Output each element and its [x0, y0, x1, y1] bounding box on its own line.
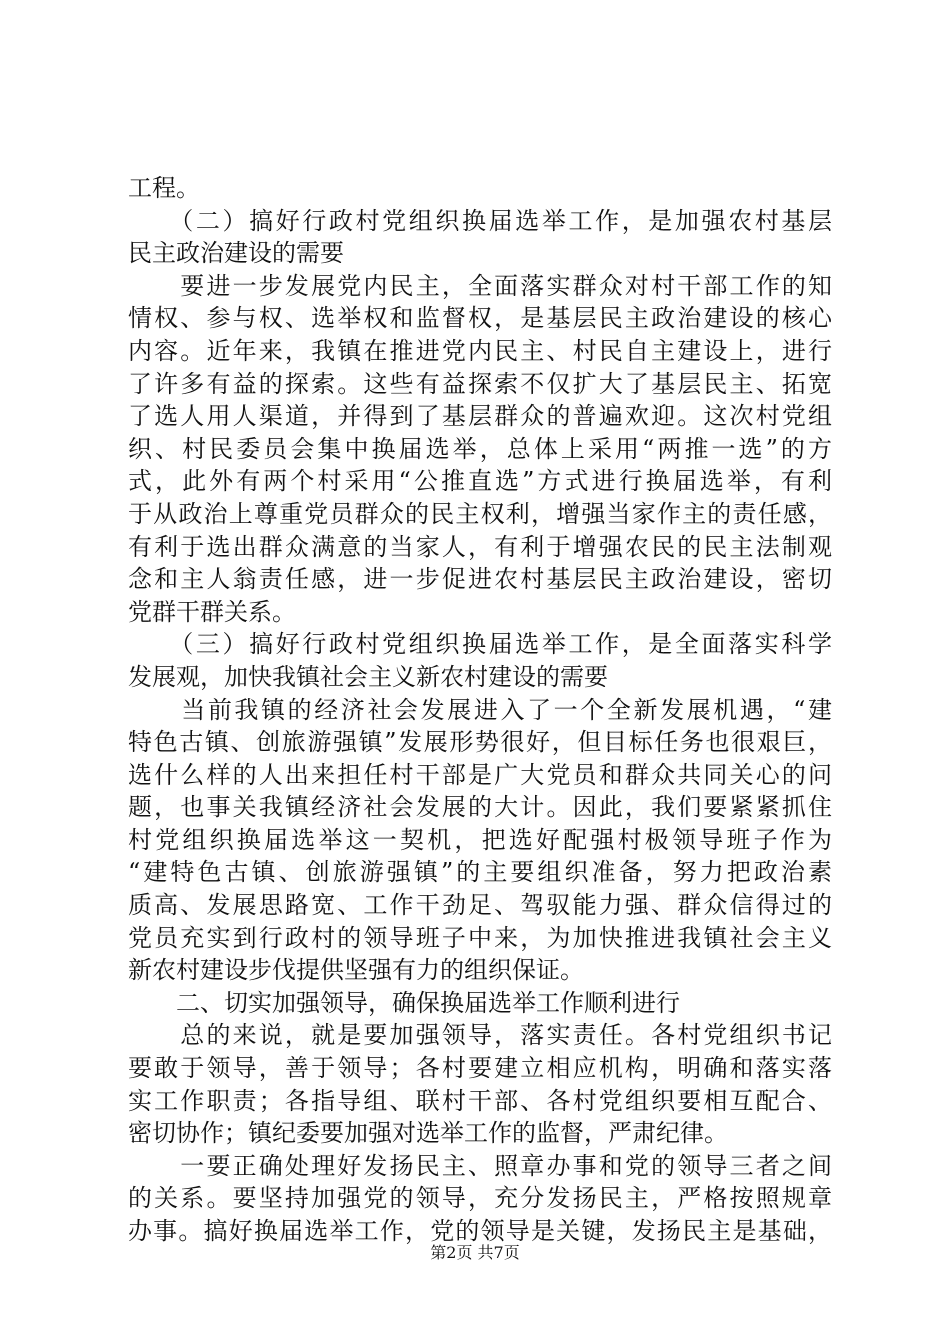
- text-line: 质高、发展思路宽、工作干劲足、驾驭能力强、群众信得过的: [128, 891, 832, 920]
- text-line: 念和主人翁责任感，进一步促进农村基层民主政治建设，密切: [128, 565, 832, 594]
- text-line: 民主政治建设的需要: [128, 239, 344, 268]
- text-line: 选什么样的人出来担任村干部是广大党员和群众共同关心的问: [128, 760, 832, 789]
- text-line: 村党组织换届选举这一契机，把选好配强村极领导班子作为: [128, 825, 832, 854]
- text-line: 了许多有益的探索。这些有益探索不仅扩大了基层民主、拓宽: [128, 369, 832, 398]
- text-line: 党群干群关系。: [128, 597, 296, 626]
- text-line: “建特色古镇、创旅游强镇”的主要组织准备，努力把政治素: [128, 858, 832, 887]
- text-line: 发展观，加快我镇社会主义新农村建设的需要: [128, 662, 608, 691]
- text-line: 内容。近年来，我镇在推进党内民主、村民自主建设上，进行: [128, 336, 832, 365]
- text-line: 织、村民委员会集中换届选举，总体上采用“两推一选”的方: [128, 434, 832, 463]
- text-line: 情权、参与权、选举权和监督权，是基层民主政治建设的核心: [128, 304, 832, 333]
- text-line: 于从政治上尊重党员群众的民主权利，增强当家作主的责任感，: [128, 499, 832, 528]
- text-line: 要敢于领导，善于领导；各村要建立相应机构，明确和落实落: [128, 1054, 832, 1083]
- text-line: 密切协作；镇纪委要加强对选举工作的监督，严肃纪律。: [128, 1119, 728, 1148]
- text-line: 当前我镇的经济社会发展进入了一个全新发展机遇，“建: [128, 695, 832, 724]
- text-line: 有利于选出群众满意的当家人，有利于增强农民的民主法制观: [128, 532, 832, 561]
- text-line: （二）搞好行政村党组织换届选举工作，是加强农村基层: [128, 206, 832, 235]
- text-line: 总的来说，就是要加强领导，落实责任。各村党组织书记: [128, 1021, 832, 1050]
- text-line: 了选人用人渠道，并得到了基层群众的普遍欢迎。这次村党组: [128, 402, 832, 431]
- document-body: [128, 172, 832, 1248]
- text-line: 一要正确处理好发扬民主、照章办事和党的领导三者之间: [128, 1151, 832, 1180]
- text-line: 特色古镇、创旅游强镇”发展形势很好，但目标任务也很艰巨，: [128, 728, 832, 757]
- text-line: 题，也事关我镇经济社会发展的大计。因此，我们要紧紧抓住: [128, 793, 832, 822]
- text-line: 的关系。要坚持加强党的领导，充分发扬民主，严格按照规章: [128, 1184, 832, 1213]
- text-line: 二、切实加强领导，确保换届选举工作顺利进行: [128, 988, 680, 1017]
- text-line: 办事。搞好换届选举工作，党的领导是关键，发扬民主是基础，: [128, 1217, 832, 1245]
- text-line: 要进一步发展党内民主，全面落实群众对村干部工作的知: [128, 271, 832, 300]
- text-line: 新农村建设步伐提供坚强有力的组织保证。: [128, 956, 584, 985]
- text-line: 式，此外有两个村采用“公推直选”方式进行换届选举，有利: [128, 467, 832, 496]
- text-line: 实工作职责；各指导组、联村干部、各村党组织要相互配合、: [128, 1086, 832, 1115]
- page-footer: 第2页 共7页: [430, 1243, 520, 1262]
- text-line: 工程。: [128, 174, 200, 202]
- text-line: 党员充实到行政村的领导班子中来，为加快推进我镇社会主义: [128, 923, 832, 952]
- text-line: （三）搞好行政村党组织换届选举工作，是全面落实科学: [128, 630, 832, 659]
